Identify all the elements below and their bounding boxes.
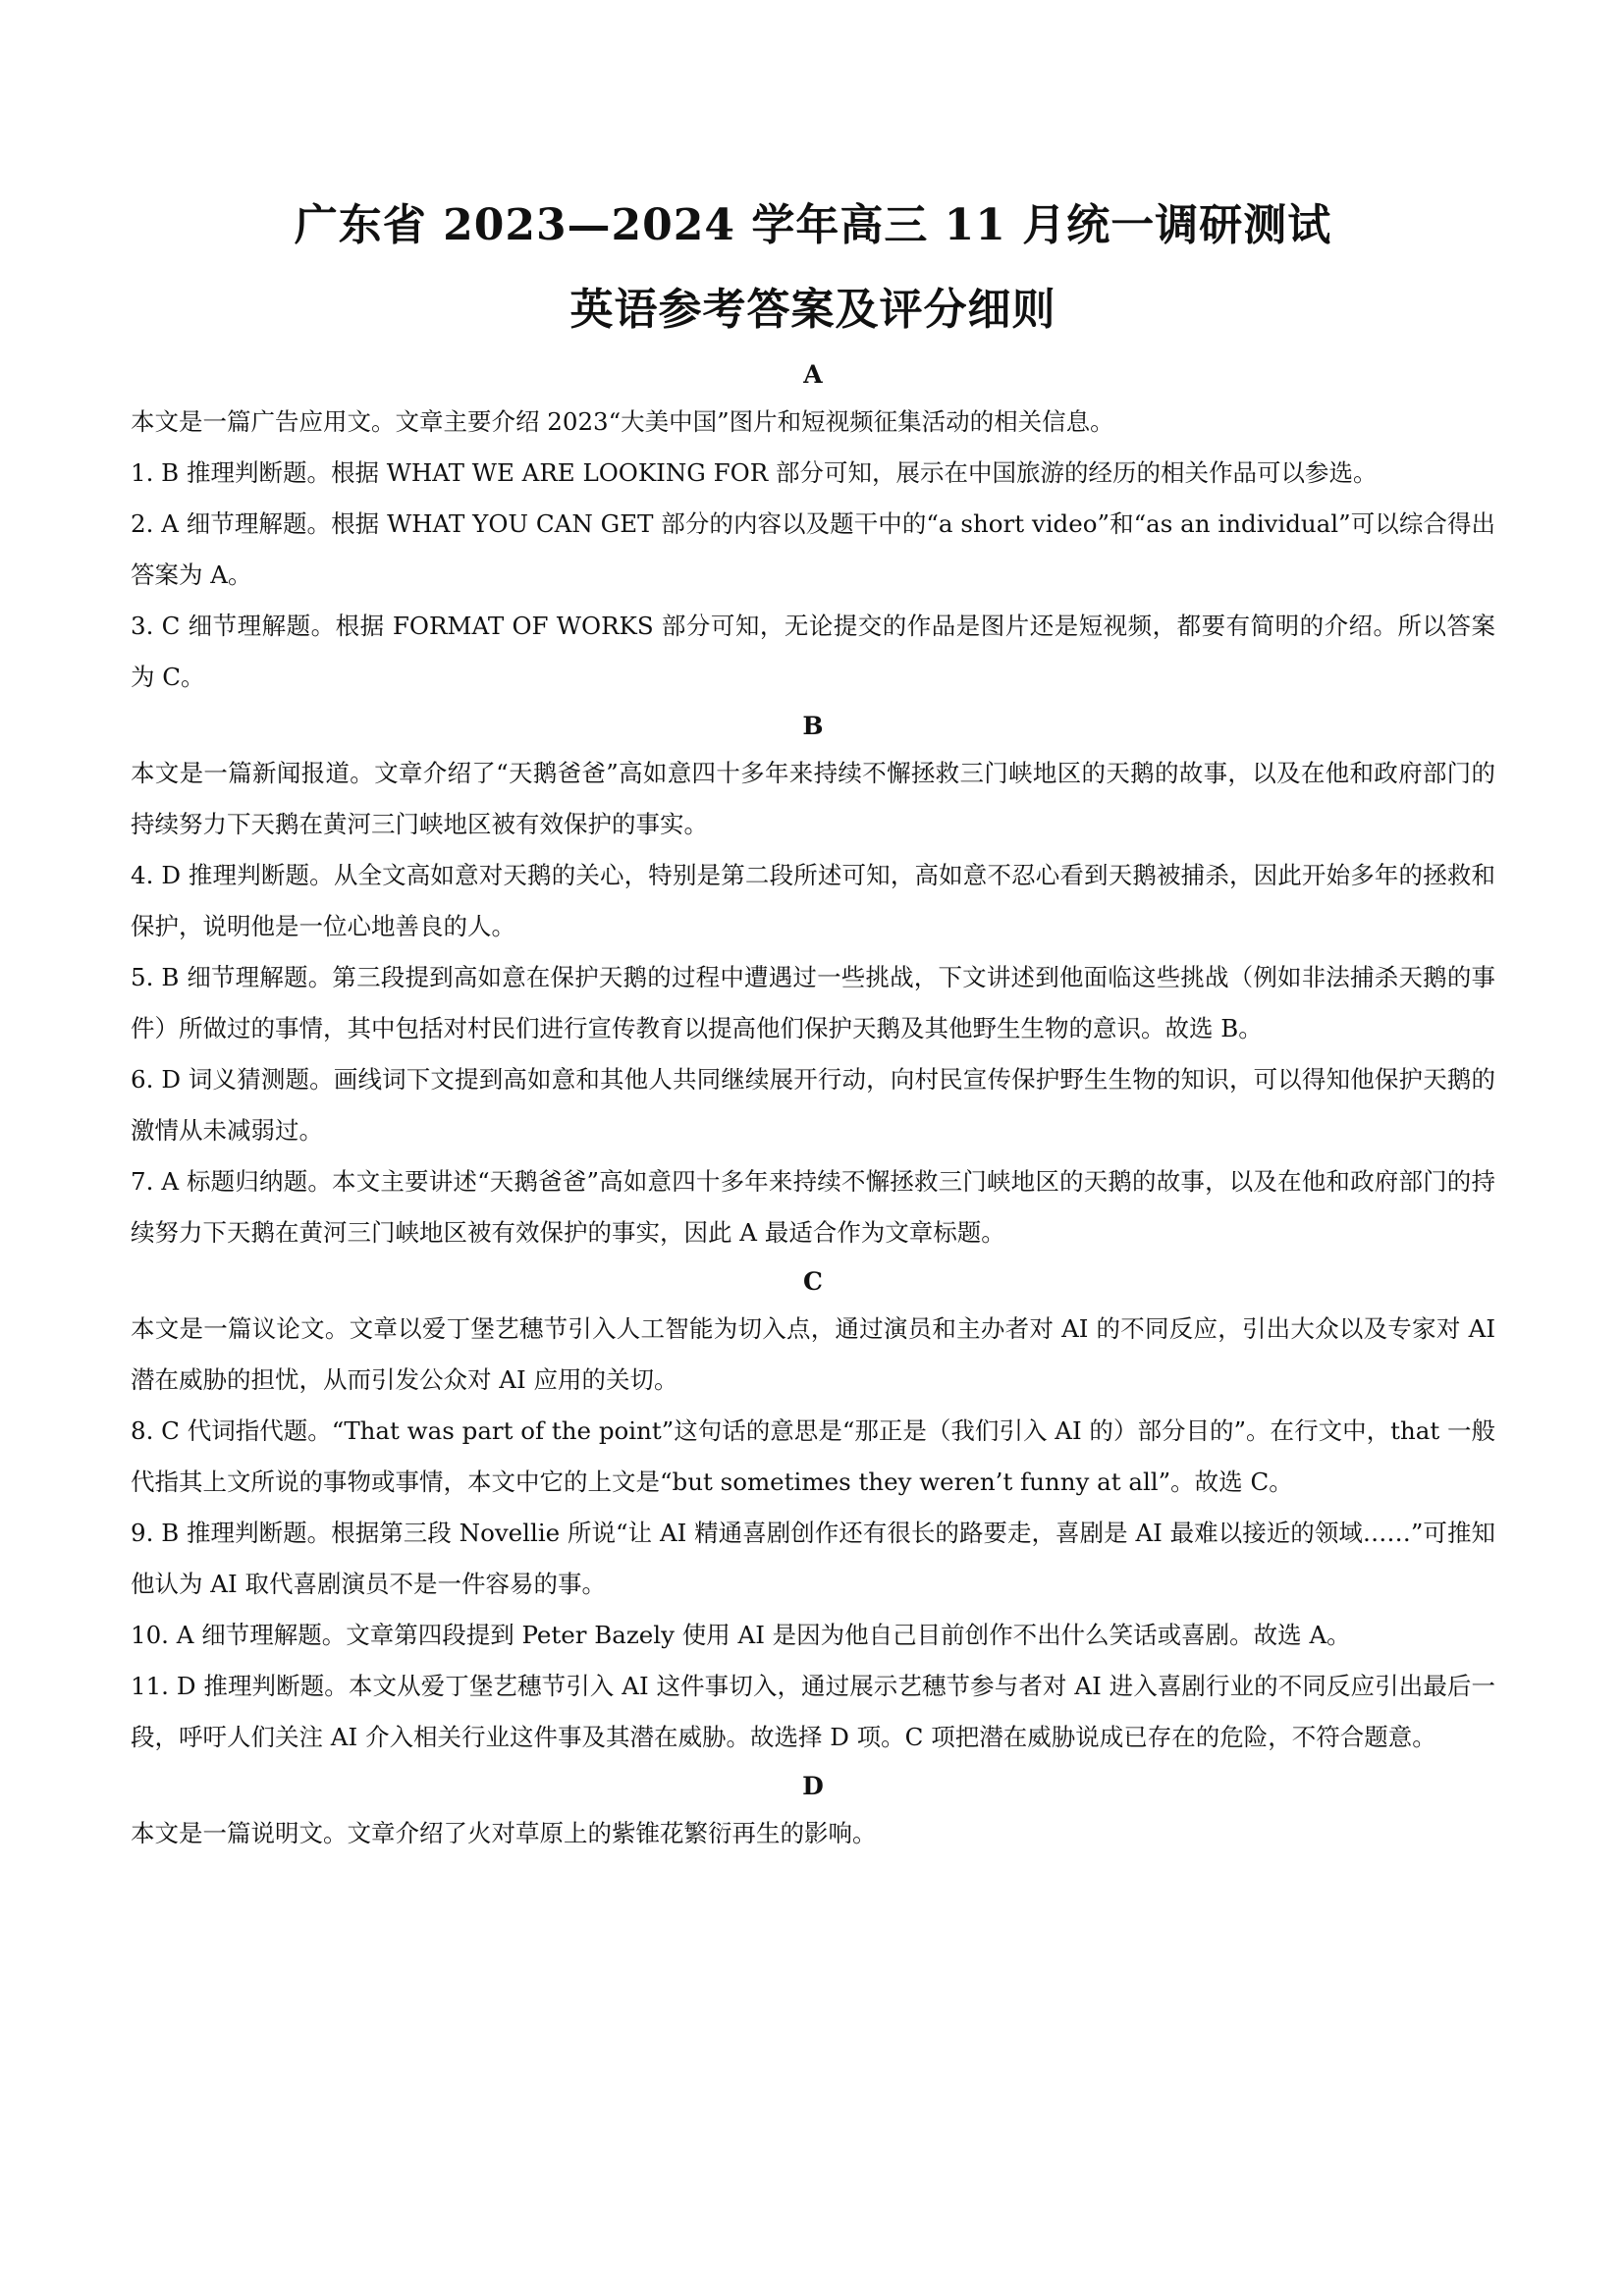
answer-item: 10. A 细节理解题。文章第四段提到 Peter Bazely 使用 AI 是因为他自己目前创作不出什么笑话或喜剧。故选 A。 [131,1621,1351,1649]
section-a [131,357,1495,703]
section-letter: D [802,1772,824,1800]
answer-item: 1. B 推理判断题。根据 WHAT WE ARE LOOKING FOR 部分可知，展示在中国旅游的经历的相关作品可以参选。 [131,458,1378,487]
section-letter: C [803,1267,823,1296]
section-summary: 本文是一篇广告应用文。文章主要介绍 2023“大美中国”图片和短视频征集活动的相关信息。 [131,407,1114,436]
section-summary: 本文是一篇议论文。文章以爱丁堡艺穗节引入人工智能为切入点，通过演员和主办者对 AI 的不同反应，引出大众以及专家对 AI 潜在威胁的担忧，从而引发公众对 AI 应用的关切。 [131,1314,1495,1394]
section-letter: A [803,360,823,389]
section-d [131,1769,1495,1859]
answer-item: 7. A 标题归纳题。本文主要讲述“天鹅爸爸”高如意四十多年来持续不懈拯救三门峡地区的天鹅的故事，以及在他和政府部门的持续努力下天鹅在黄河三门峡地区被有效保护的事实，因此 A 最适合作为文章标题。 [131,1167,1495,1247]
answer-item: 2. A 细节理解题。根据 WHAT YOU CAN GET 部分的内容以及题干中的“a short video”和“as an individual”可以综合得出答案为 A。 [131,509,1495,589]
section-summary: 本文是一篇新闻报道。文章介绍了“天鹅爸爸”高如意四十多年来持续不懈拯救三门峡地区的天鹅的故事，以及在他和政府部门的持续努力下天鹅在黄河三门峡地区被有效保护的事实。 [131,759,1495,838]
section-summary: 本文是一篇说明文。文章介绍了火对草原上的紫锥花繁衍再生的影响。 [131,1819,877,1847]
answer-item: 6. D 词义猜测题。画线词下文提到高如意和其他人共同继续展开行动，向村民宣传保护野生生物的知识，可以得知他保护天鹅的激情从未减弱过。 [131,1065,1495,1145]
section-letter: B [802,712,824,740]
section-b [131,709,1495,1258]
answer-key-page [131,196,1495,1859]
page-subtitle: 英语参考答案及评分细则 [569,285,1056,335]
answer-item: 4. D 推理判断题。从全文高如意对天鹅的关心，特别是第二段所述可知，高如意不忍心看到天鹅被捕杀，因此开始多年的拯救和保护，说明他是一位心地善良的人。 [131,861,1495,940]
answer-item: 3. C 细节理解题。根据 FORMAT OF WORKS 部分可知，无论提交的作品是图片还是短视频，都要有简明的介绍。所以答案为 C。 [131,612,1495,691]
section-c [131,1264,1495,1763]
answer-item: 11. D 推理判断题。本文从爱丁堡艺穗节引入 AI 这件事切入，通过展示艺穗节参与者对 AI 进入喜剧行业的不同反应引出最后一段，呼吁人们关注 AI 介入相关行业这件事及其潜在威胁。故选择 D 项。C 项把潜在威胁说成已存在的危险，不符合题意。 [131,1672,1495,1751]
answer-item: 5. B 细节理解题。第三段提到高如意在保护天鹅的过程中遭遇过一些挑战，下文讲述到他面临这些挑战（例如非法捕杀天鹅的事件）所做过的事情，其中包括对村民们进行宣传教育以提高他们保护天鹅及其他野生生物的意识。故选 B。 [131,963,1495,1042]
answer-item: 9. B 推理判断题。根据第三段 Novellie 所说“让 AI 精通喜剧创作还有很长的路要走，喜剧是 AI 最难以接近的领域……”可推知他认为 AI 取代喜剧演员不是一件容易的事。 [131,1519,1495,1598]
answer-item: 8. C 代词指代题。“That was part of the point”这句话的意思是“那正是（我们引入 AI 的）部分目的”。在行文中，that 一般代指其上文所说的事物或事情，本文中它的上文是“but sometimes they weren’t funny at all”。故选 C。 [131,1416,1495,1496]
page-title: 广东省 2023—2024 学年高三 11 月统一调研测试 [294,200,1332,250]
